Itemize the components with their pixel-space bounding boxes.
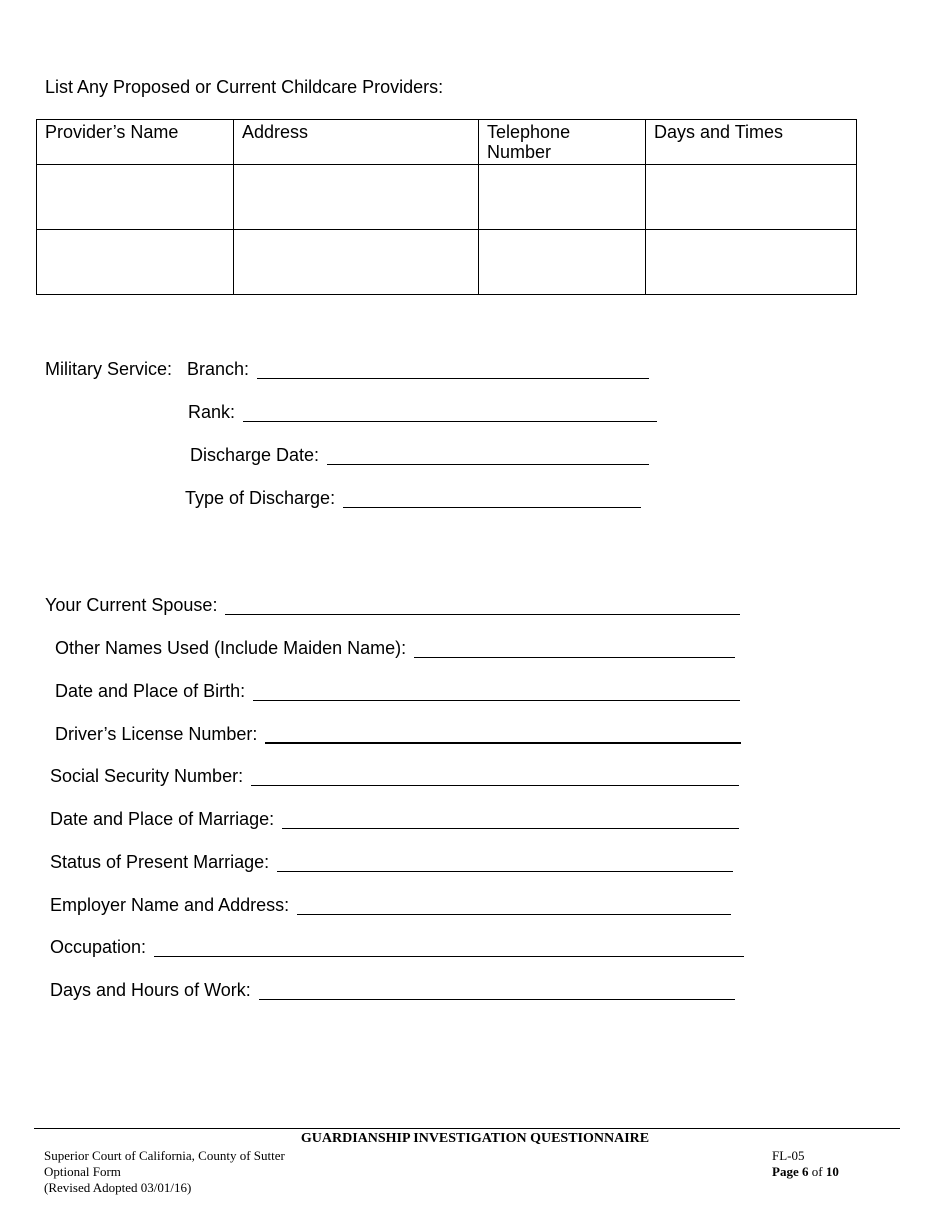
column-header-provider-name: Provider’s Name <box>37 120 234 165</box>
drivers-license-input-line[interactable] <box>265 725 741 744</box>
other-names-field <box>55 638 735 658</box>
occupation-label: Occupation: <box>50 937 147 957</box>
form-title: GUARDIANSHIP INVESTIGATION QUESTIONNAIRE <box>300 1131 650 1146</box>
page-total: 10 <box>825 1164 839 1179</box>
column-header-days-times: Days and Times <box>646 120 857 165</box>
ssn-input-line[interactable] <box>251 768 739 786</box>
employer-label: Employer Name and Address: <box>50 895 290 915</box>
type-of-discharge-input-line[interactable] <box>343 490 641 508</box>
childcare-providers-table <box>36 119 857 295</box>
ssn-field <box>50 766 739 786</box>
table-cell[interactable] <box>234 230 479 295</box>
branch-input-line[interactable] <box>257 361 649 379</box>
type-of-discharge-label: Type of Discharge: <box>185 488 336 508</box>
footer-divider <box>34 1128 900 1129</box>
table-row <box>37 165 857 230</box>
marriage-status-field <box>50 852 733 872</box>
birth-label: Date and Place of Birth: <box>55 681 246 701</box>
page-word: Page <box>772 1164 799 1179</box>
page-indicator <box>772 1164 839 1180</box>
table-cell[interactable] <box>479 165 646 230</box>
marriage-input-line[interactable] <box>282 811 739 829</box>
birth-field <box>55 681 740 701</box>
drivers-license-label: Driver’s License Number: <box>55 724 258 744</box>
ssn-label: Social Security Number: <box>50 766 244 786</box>
other-names-input-line[interactable] <box>414 640 735 658</box>
other-names-label: Other Names Used (Include Maiden Name): <box>55 638 407 658</box>
discharge-date-label: Discharge Date: <box>190 445 320 465</box>
marriage-status-label: Status of Present Marriage: <box>50 852 270 872</box>
work-hours-label: Days and Hours of Work: <box>50 980 251 1000</box>
marriage-label: Date and Place of Marriage: <box>50 809 275 829</box>
rank-label: Rank: <box>188 402 236 422</box>
branch-field <box>187 359 649 379</box>
optional-form-label: Optional Form <box>44 1164 121 1179</box>
discharge-date-input-line[interactable] <box>327 447 649 465</box>
current-spouse-input-line[interactable] <box>225 597 740 615</box>
table-cell[interactable] <box>37 230 234 295</box>
of-word: of <box>811 1164 823 1179</box>
table-cell[interactable] <box>234 165 479 230</box>
type-of-discharge-field <box>185 488 641 508</box>
work-hours-field <box>50 980 735 1000</box>
column-header-address: Address <box>234 120 479 165</box>
military-service-label: Military Service: <box>45 359 173 379</box>
rank-input-line[interactable] <box>243 404 657 422</box>
branch-label: Branch: <box>187 359 250 379</box>
table-row <box>37 230 857 295</box>
column-header-telephone: Telephone Number <box>479 120 646 165</box>
current-spouse-field <box>45 595 740 615</box>
occupation-field <box>50 937 744 957</box>
marriage-field <box>50 809 739 829</box>
marriage-status-input-line[interactable] <box>277 854 733 872</box>
birth-input-line[interactable] <box>253 683 740 701</box>
employer-field <box>50 895 731 915</box>
page-number: 6 <box>801 1164 809 1179</box>
revised-date: (Revised Adopted 03/01/16) <box>44 1180 192 1195</box>
court-name: Superior Court of California, County of Sutter <box>44 1148 285 1163</box>
drivers-license-field <box>55 724 741 744</box>
childcare-heading: List Any Proposed or Current Childcare Providers: <box>45 77 444 97</box>
occupation-input-line[interactable] <box>154 939 744 957</box>
rank-field <box>188 402 657 422</box>
current-spouse-label: Your Current Spouse: <box>45 595 218 615</box>
employer-input-line[interactable] <box>297 897 731 915</box>
table-cell[interactable] <box>646 165 857 230</box>
work-hours-input-line[interactable] <box>259 982 735 1000</box>
form-id: FL-05 <box>772 1148 805 1163</box>
table-header-row <box>37 120 857 165</box>
discharge-date-field <box>190 445 649 465</box>
table-cell[interactable] <box>479 230 646 295</box>
table-cell[interactable] <box>646 230 857 295</box>
table-cell[interactable] <box>37 165 234 230</box>
